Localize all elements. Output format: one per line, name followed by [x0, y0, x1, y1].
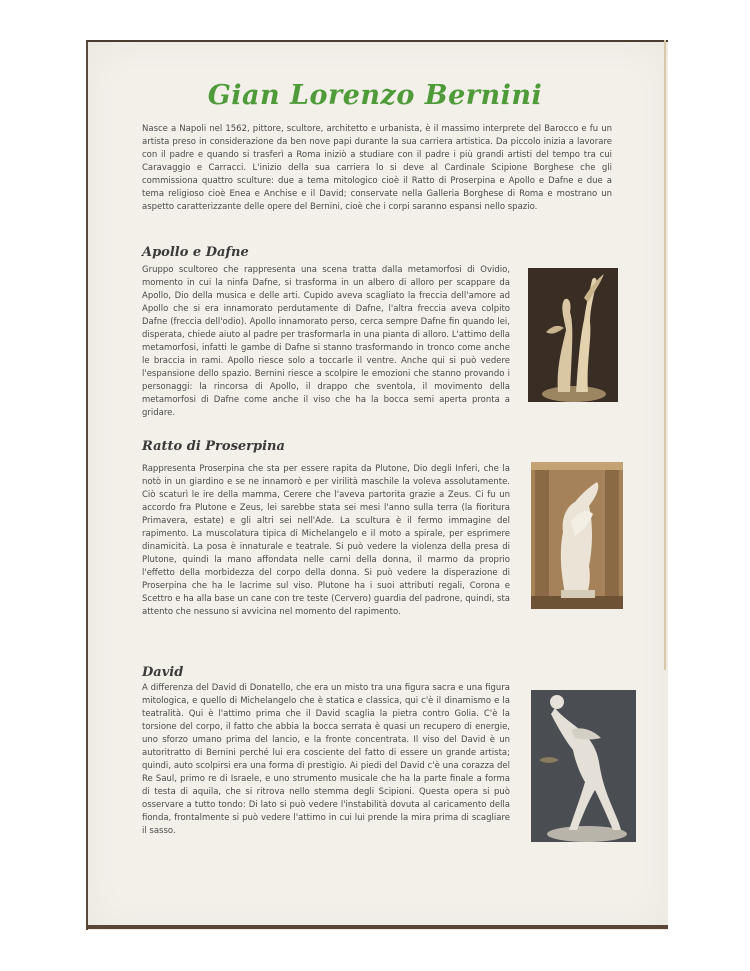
- apollo-daphne-sculpture-image: [528, 268, 618, 402]
- bottom-border: [86, 925, 668, 929]
- section-heading-apollo: Apollo e Dafne: [142, 245, 249, 260]
- section-text-proserpina: Rappresenta Proserpina che sta per essere rapita da Plutone, Dio degli Inferi, che la notò in un giardino e se ne innamorò e per virilità maschile la voleva assolutamente. Ciò scaturì le ire della mamma, Cerere che l'aveva partorita grazie a Zeus. Ci fu un accordo fra Plutone e Zeus, lei sarebbe stata sei mesi l'anno sulla terra (la fioritura Primavera, estate) e gli altri sei nell'Ade. La scultura è il fermo immagine del rapimento. La muscolatura tipica di Michelangelo e il moto a spirale, per esprimere dinamicità. La posa è innaturale e teatrale. Si può vedere la violenza della presa di Plutone, quindi la mano affondata nelle carni della donna, il marmo da proprio l'effetto della morbidezza del corpo della donna. Si può vedere la disperazione di Proserpina che ha le lacrime sul viso. Plutone ha i suoi attributi regali, Corona e Scettro e ha alla base un cane con tre teste (Cervero) guardia del padrone, quindi, sta attento che nessuno si avvicina nel momento del rapimento.: [142, 464, 510, 617]
- david-sculpture-image: [531, 690, 636, 842]
- section-heading-david: David: [142, 665, 184, 680]
- section-text-david: A differenza del David di Donatello, che era un misto tra una figura sacra e una figura mitologica, e quello di Michelangelo che è statica e classica, qui c'è il dinamismo e la teatralità. Qui è l'attimo prima che il David scaglia la pietra contro Golia. C'è la torsione del corpo, il fatto che abbia la bocca serrata è quasi un recupero di energie, uno sforzo umano prima del lancio, e la fronte concentrata. Il viso del David è un autoritratto di Bernini perché lui era cosciente del fatto di essere un grande artista; quindi, auto scolpirsi era una forma di prestigio. Ai piedi del David c'è una corazza del Re Saul, primo re di Israele, e uno strumento musicale che ha la parte finale a forma di testa di aquila, che si ritrova nello stemma degli Scipioni. Questa opera si può osservare a tutto tondo: Di lato si può vedere l'instabilità dovuta al caricamento della fionda, frontalmente si può vedere l'attimo in cui lui prende la mira prima di scagliare il sasso.: [142, 683, 510, 836]
- section-text-apollo: Gruppo scultoreo che rappresenta una scena tratta dalla metamorfosi di Ovidio, momento in cui la ninfa Dafne, si trasforma in un albero di alloro per scappare da Apollo, Dio della musica e delle arti. Cupido aveva scagliato la freccia dell'amore ad Apollo che si era innamorato perdutamente di Dafne, l'altra freccia aveva colpito Dafne (freccia dell'odio). Apollo innamorato perso, cerca sempre Dafne fin quando lei, disperata, chiede aiuto al padre per trasformarla in una pianta di alloro. L'attimo della metamorfosi, infatti le gambe di Dafne si stanno trasformando in tronco come anche le braccia in rami. Apollo riesce solo a toccarle il ventre. Anche qui si può vedere l'espansione dello spazio. Bernini riesce a scolpire le emozioni che stanno provando i personaggi: la rincorsa di Apollo, il drappo che sventola, il movimento della metamorfosi di Dafne come anche il viso che ha la bocca semi aperta pronta a gridare.: [142, 265, 510, 418]
- intro-paragraph: Nasce a Napoli nel 1562, pittore, scultore, architetto e urbanista, è il massimo interprete del Barocco e fu un artista preso in considerazione da ben nove papi durante la sua carriera artistica. Da piccolo inizia a lavorare con il padre e quando si trasferì a Roma iniziò a studiare con il padre i più grandi artisti del tempo tra cui Caravaggio e Carracci. L'inizio della sua carriera lo si deve al Cardinale Scipione Borghese che gli commissiona quattro sculture: due a tema mitologico cioè il Ratto di Proserpina e Apollo e Dafne e due a tema religioso cioè Enea e Anchise e il David; conservate nella Galleria Borghese di Roma e mostrano un aspetto caratterizzante delle opere del Bernini, cioè che i corpi saranno espansi nello spazio.: [142, 124, 612, 212]
- proserpina-photo: [531, 462, 623, 609]
- page-title: Gian Lorenzo Bernini: [207, 80, 543, 111]
- section-heading-proserpina: Ratto di Proserpina: [142, 439, 285, 454]
- page-edge: [664, 40, 666, 670]
- david-photo: [531, 690, 636, 842]
- proserpina-sculpture-image: [531, 462, 623, 609]
- apollo-daphne-photo: [528, 268, 618, 402]
